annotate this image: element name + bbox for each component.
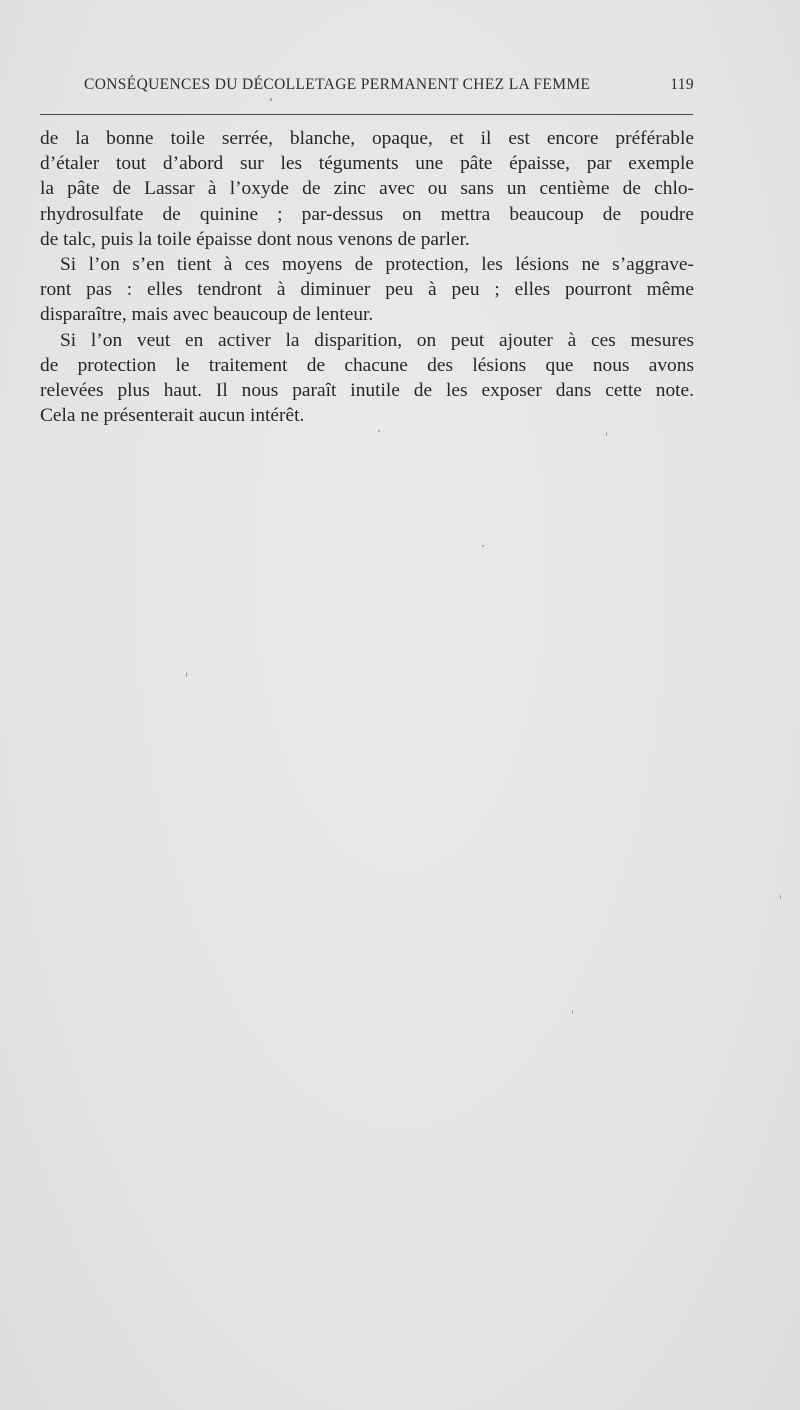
text-line: de la bonne toile serrée, blanche, opaque, et il est encore préférable (40, 128, 694, 149)
paper-speck (270, 98, 272, 101)
paper-speck (186, 672, 187, 677)
text-line: d’étaler tout d’abord sur les téguments une pâte épaisse, par exemple (40, 153, 694, 175)
running-title: CONSÉQUENCES DU DÉCOLLETAGE PERMANENT CHEZ LA FEMME (84, 76, 591, 93)
paper-speck (780, 895, 781, 899)
paper-speck (378, 430, 380, 432)
text-line: rhydrosulfate de quinine ; par-dessus on mettra beaucoup de poudre (40, 203, 694, 225)
body-text (40, 126, 694, 428)
paper-speck (606, 432, 607, 436)
text-line: Si l’on veut en activer la disparition, on peut ajouter à ces mesures (60, 329, 694, 351)
text-line: Si l’on s’en tient à ces moyens de protection, les lésions ne s’aggrave- (60, 254, 694, 276)
paper-speck (572, 1010, 573, 1014)
running-head (40, 76, 694, 98)
text-line: de talc, puis la toile épaisse dont nous venons de parler. (40, 228, 470, 250)
page-number: 119 (670, 76, 694, 93)
paper-speck (482, 545, 484, 547)
text-line: disparaître, mais avec beaucoup de lenteur. (40, 304, 374, 326)
text-line: Cela ne présenterait aucun intérêt. (40, 405, 305, 427)
header-rule (40, 114, 693, 115)
text-line: la pâte de Lassar à l’oxyde de zinc avec ou sans un centième de chlo- (40, 178, 694, 200)
text-line: relevées plus haut. Il nous paraît inutile de les exposer dans cette note. (40, 380, 694, 402)
text-line: ront pas : elles tendront à diminuer peu à peu ; elles pourront même (40, 279, 694, 301)
text-line: de protection le traitement de chacune des lésions que nous avons (40, 354, 694, 376)
